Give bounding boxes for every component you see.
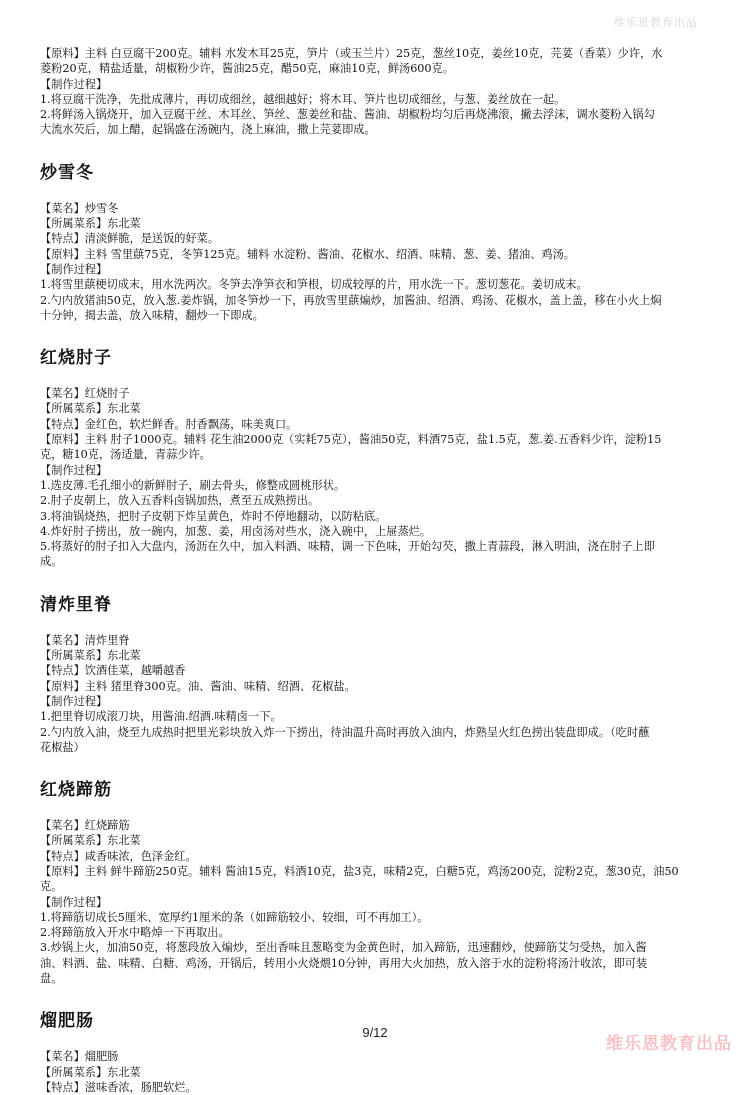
recipe-line: 【菜名】清炸里脊 xyxy=(40,633,130,647)
recipe-line: 2.将蹄筋放入开水中略焯一下再取出。 xyxy=(40,926,230,940)
recipe-line: 【所属菜系】东北菜 xyxy=(40,1065,141,1079)
recipe-line: 5.将蒸好的肘子扣入大盘内，汤沥在久中，加入料酒、味精，调一下色味，开始勾芡，撒上青蒜段，淋入明油，浇在肘子上即 xyxy=(40,540,655,554)
recipe-line: 【特点】咸香味浓，色泽金红。 xyxy=(40,849,197,863)
recipe-section xyxy=(40,590,712,755)
recipe-line: 【菜名】熘肥肠 xyxy=(40,1050,119,1064)
recipe-line: 【特点】金红色，软烂鲜香。肘香飘荡，味美爽口。 xyxy=(40,417,298,431)
recipe-line: 十分钟，揭去盖，放入味精，翻炒一下即成。 xyxy=(40,308,264,322)
recipe-line: 克。 xyxy=(40,880,63,894)
recipe-line: 克，糖10克，汤适量，青蒜少许。 xyxy=(40,448,211,462)
recipe-line: 【原料】主料 肘子1000克。辅料 花生油2000克（实耗75克），酱油50克，料酒75克，盐1.5克，葱.姜.五香料少许，淀粉15 xyxy=(40,433,662,447)
intro-line: 2.将鲜汤入锅烧开，加入豆腐干丝、木耳丝、笋丝、葱姜丝和盐、酱油、胡椒粉均匀后再烧沸滚，撇去浮沫，调水菱粉入锅勾 xyxy=(40,108,655,122)
recipe-line: 3.炒锅上火，加油50克，将葱段放入煸炒，至出香味且葱略变为金黄色时，加入蹄筋，迅速翻炒，使蹄筋艾匀受热，加入酱 xyxy=(40,941,647,955)
recipe-line: 【特点】清淡鲜脆，是送饭的好菜。 xyxy=(40,232,220,246)
recipe-line: 【菜名】炒雪冬 xyxy=(40,201,119,215)
recipe-line: 【特点】滋味香浓，肠肥软烂。 xyxy=(40,1080,197,1094)
recipe-title: 清炸里脊 xyxy=(40,594,112,615)
recipe-line: 1.将蹄筋切成长5厘米、宽厚约1厘米的条（如蹄筋较小、较细，可不再加工）。 xyxy=(40,910,429,924)
intro-line: 1.将豆腐干洗净，先批成薄片，再切成细丝，越细越好；将木耳、笋片也切成细丝，与葱、姜丝放在一起。 xyxy=(40,92,566,106)
recipe-line: 油、料酒、盐、味精、白糖、鸡汤，开锅后，转用小火烧煨10分钟，再用大火加热，放入溶于水的淀粉将汤汁收浓，即可装 xyxy=(40,956,648,970)
watermark-bottom: 维乐恩教育出品 xyxy=(606,1034,732,1054)
page-number: 9/12 xyxy=(362,1025,388,1040)
recipe-line: 1.选皮薄.毛孔细小的新鲜肘子，刷去骨头，修整成圆桃形状。 xyxy=(40,478,346,492)
recipe-title: 熘肥肠 xyxy=(40,1011,94,1032)
recipe-line: 成。 xyxy=(40,555,63,569)
recipe-line: 盘。 xyxy=(40,972,63,986)
recipe-title: 红烧肘子 xyxy=(40,348,112,369)
recipe-section xyxy=(40,343,712,570)
recipe-line: 【菜名】红烧肘子 xyxy=(40,387,130,401)
recipe-line: 【所属菜系】东北菜 xyxy=(40,834,141,848)
intro-line: 大流水芡后，加上醋，起锅盛在汤碗内，浇上麻油，撒上芫荽即成。 xyxy=(40,123,376,137)
recipe-section xyxy=(40,775,712,986)
recipe-line: 【所属菜系】东北菜 xyxy=(40,217,141,231)
recipe-sections xyxy=(40,158,712,1095)
recipe-title: 炒雪冬 xyxy=(40,162,94,183)
recipe-line: 【原料】主料 猪里脊300克。油、酱油、味精、绍酒、花椒盐。 xyxy=(40,679,356,693)
recipe-line: 2.勺内放猪油50克，放入葱.姜炸锅，加冬笋炒一下，再放雪里蕻煸炒，加酱油、绍酒、鸡汤、花椒水，盖上盖，移在小火上焖 xyxy=(40,293,662,307)
recipe-line: 【特点】饮酒佳菜，越嚼越香 xyxy=(40,664,186,678)
recipe-line: 花椒盐） xyxy=(40,740,85,754)
recipe-line: 3.将油锅烧热，把肘子皮朝下炸呈黄色，炸时不停地翻动，以防粘底。 xyxy=(40,509,387,523)
document-body xyxy=(40,46,712,1095)
watermark-top: 维乐恩教育出品 xyxy=(614,16,698,29)
intro-line: 菱粉20克，精盐适量，胡椒粉少许，酱油25克，醋50克，麻油10克，鲜汤600克。 xyxy=(40,62,454,76)
recipe-line: 2.勺内放入油，烧至九成热时把里光彩块放入炸一下捞出，待油温升高时再放入油内，炸熟呈火红色捞出装盘即成。（吃时蘸 xyxy=(40,725,650,739)
recipe-section xyxy=(40,158,712,323)
recipe-line: 【所属菜系】东北菜 xyxy=(40,402,141,416)
recipe-line: 2.肘子皮朝上，放入五香料卤锅加热，煮至五成熟捞出。 xyxy=(40,494,320,508)
recipe-line: 4.炸好肘子捞出，放一碗内，加葱、姜，用卤汤对些水，浇入碗中，上屉蒸烂。 xyxy=(40,524,432,538)
recipe-line: 【原料】主料 鲜牛蹄筋250克。辅料 酱油15克，料酒10克，盐3克，味精2克，白糖5克，鸡汤200克，淀粉2克，葱30克，油50 xyxy=(40,864,679,878)
recipe-line: 【制作过程】 xyxy=(40,895,108,909)
recipe-line: 【菜名】红烧蹄筋 xyxy=(40,819,130,833)
recipe-line: 1.将雪里蕻梗切成末，用水洗两次。冬笋去净笋衣和笋根，切成较厚的片，用水洗一下。葱切葱花。姜切成末。 xyxy=(40,278,588,292)
intro-line: 【原料】主料 白豆腐干200克。辅料 水发木耳25克，笋片（或玉兰片）25克，葱丝10克，姜丝10克，芫荽（香菜）少许，水 xyxy=(40,47,663,60)
intro-block xyxy=(40,46,712,138)
recipe-line: 【所属菜系】东北菜 xyxy=(40,649,141,663)
intro-line: 【制作过程】 xyxy=(40,77,108,91)
recipe-line: 【制作过程】 xyxy=(40,262,108,276)
recipe-line: 【原料】主料 雪里蕻75克，冬笋125克。辅料 水淀粉、酱油、花椒水、绍酒、味精、葱、姜、猪油、鸡汤。 xyxy=(40,247,575,261)
recipe-line: 1.把里脊切成滚刀块，用酱油.绍酒.味精卤一下。 xyxy=(40,710,282,724)
recipe-line: 【制作过程】 xyxy=(40,463,108,477)
recipe-title: 红烧蹄筋 xyxy=(40,780,112,801)
recipe-line: 【制作过程】 xyxy=(40,694,108,708)
